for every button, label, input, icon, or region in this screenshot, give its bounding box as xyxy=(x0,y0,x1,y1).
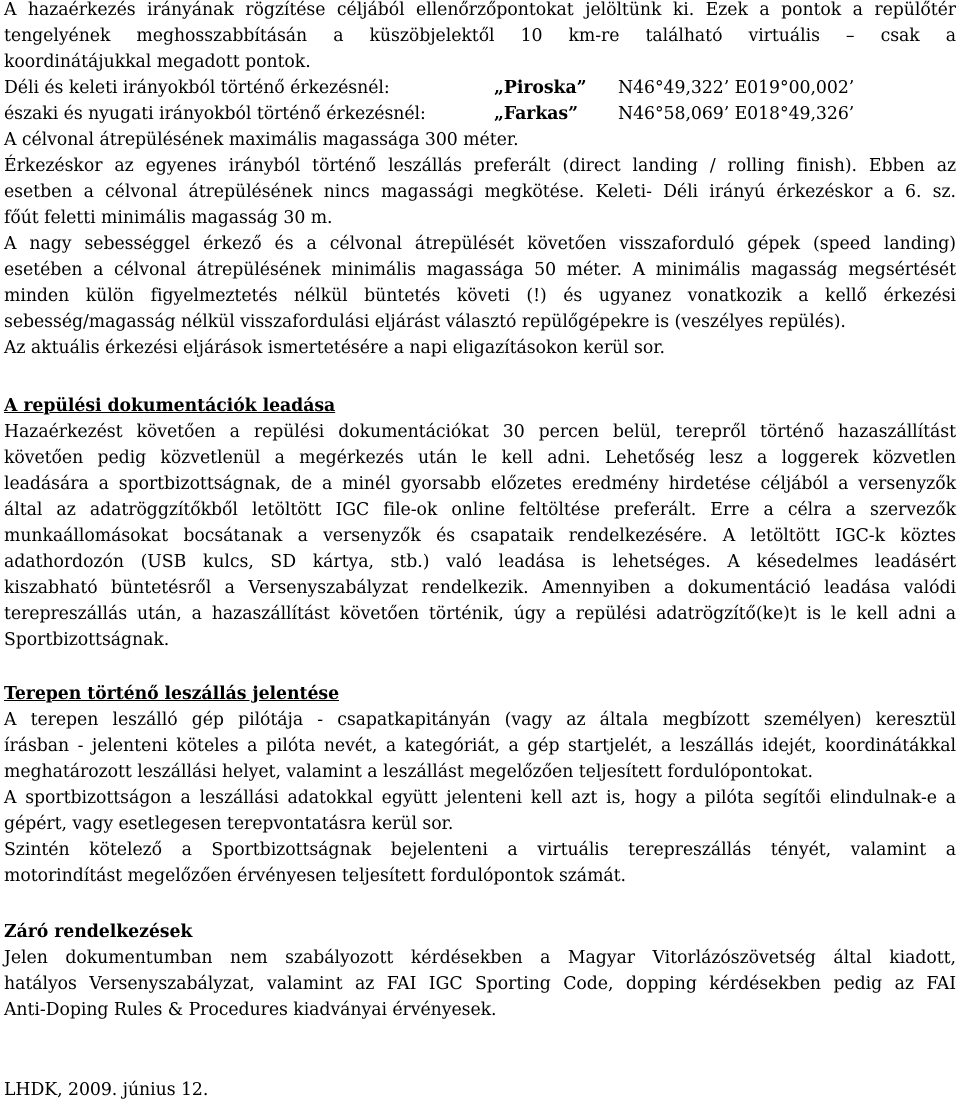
arrival-line-5: A nagy sebességgel érkező és a célvonal átrepülését követően visszaforduló gépek (speed landing) xyxy=(4,234,956,254)
closing-line-3: Anti-Doping Rules & Procedures kiadványai érvényesek. xyxy=(4,1000,497,1020)
arrival-line-2: Érkezéskor az egyenes irányból történő leszállás preferált (direct landing / rolling finish). Ebben az xyxy=(4,156,956,176)
control-point-coords: N46°49,322’ E019°00,002’ xyxy=(618,78,855,98)
outlanding-line-3: meghatározott leszállási helyet, valamint a leszállást megelőzően teljesített fordulópontokat. xyxy=(4,762,813,782)
intro-line-3: koordinátájukkal megadott pontok. xyxy=(4,52,311,72)
section-heading-docs: A repülési dokumentációk leadása xyxy=(4,396,336,416)
outlanding-line-4: A sportbizottságon a leszállási adatokkal együtt jelenteni kell azt is, hogy a pilóta segítői elindulnak-e a xyxy=(4,788,956,808)
arrival-line-4: főút feletti minimális magasság 30 m. xyxy=(4,208,333,228)
outlanding-line-2: írásban - jelenteni köteles a pilóta nevét, a kategóriát, a gép startjelét, a leszállás idejét, koordinátákkal xyxy=(4,736,956,756)
docs-line-5: munkaállomásokat bocsátanak a versenyzők és csapataik rendelkezésére. A letöltött IGC-k köztes xyxy=(4,526,956,546)
control-point-coords: N46°58,069’ E018°49,326’ xyxy=(618,104,855,124)
docs-line-3: leadására a sportbizottságnak, de a minél gyorsabb előzetes eredmény hirdetése céljából a versenyzők xyxy=(4,474,956,494)
intro-line-2: tengelyének meghosszabbításán a küszöbjelektől 10 km-re található virtuális – csak a xyxy=(4,26,956,46)
outlanding-line-7: motorindítást megelőzően érvényesen teljesített fordulópontok számát. xyxy=(4,866,626,886)
docs-line-6: adathordozón (USB kulcs, SD kártya, stb.) való leadása is lehetséges. A késedelmes leadásért xyxy=(4,552,956,572)
outlanding-line-6: Szintén kötelező a Sportbizottságnak bejelenteni a virtuális terepreszállás tényét, valamint a xyxy=(4,840,956,860)
closing-line-2: hatályos Versenyszabályzat, valamint az FAI IGC Sporting Code, dopping kérdésekben pedig az FAI xyxy=(4,974,956,994)
arrival-line-9: Az aktuális érkezési eljárások ismertetésére a napi eligazításokon kerül sor. xyxy=(4,338,665,358)
closing-line-1: Jelen dokumentumban nem szabályozott kérdésekben a Magyar Vitorlázószövetség által kiadott, xyxy=(4,948,956,968)
arrival-line-8: sebesség/magasság nélkül visszafordulási eljárást választó repülőgépekre is (veszélyes repülés). xyxy=(4,312,846,332)
arrival-line-1: A célvonal átrepülésének maximális magassága 300 méter. xyxy=(4,130,519,150)
control-point-name: „Farkas” xyxy=(494,104,579,124)
control-point-label: északi és nyugati irányokból történő érkezésnél: xyxy=(4,104,426,124)
docs-line-4: által az adatröggzítőkből letöltött IGC file-ok online feltöltése preferált. Erre a célra a szervezők xyxy=(4,500,956,520)
docs-line-9: Sportbizottságnak. xyxy=(4,630,170,650)
section-heading-closing: Záró rendelkezések xyxy=(4,922,193,942)
control-point-label: Déli és keleti irányokból történő érkezésnél: xyxy=(4,78,390,98)
arrival-line-7: minden külön figyelmeztetés nélkül büntetés követi (!) és ugyanez vonatkozik a kellő érkezési xyxy=(4,286,956,306)
arrival-line-3: esetben a célvonal átrepülésének nincs magassági megkötése. Keleti- Déli irányú érkezéskor a 6. sz. xyxy=(4,182,956,202)
control-point-row xyxy=(4,101,956,127)
docs-line-1: Hazaérkezést követően a repülési dokumentációkat 30 percen belül, terepről történő hazaszállítást xyxy=(4,422,956,442)
docs-line-2: követően pedig közvetlenül a megérkezés után le kell adni. Lehetőség lesz a loggerek közvetlen xyxy=(4,448,956,468)
section-heading-outlanding: Terepen történő leszállás jelentése xyxy=(4,684,340,704)
docs-line-7: kiszabható büntetésről a Versenyszabályzat rendelkezik. Amennyiben a dokumentáció leadása valódi xyxy=(4,578,956,598)
signature-date: LHDK, 2009. június 12. xyxy=(4,1080,209,1100)
outlanding-line-1: A terepen leszálló gép pilótája - csapatkapitányán (vagy az általa megbízott személyen) keresztül xyxy=(4,710,956,730)
intro-line-1: A hazaérkezés irányának rögzítése céljából ellenőrzőpontokat jelöltünk ki. Ezek a pontok a repülőtér xyxy=(4,0,956,20)
control-point-row xyxy=(4,75,956,101)
docs-line-8: terepreszállás után, a hazaszállítást követően történik, úgy a repülési adatrögzítő(ke)t is le kell adni a xyxy=(4,604,956,624)
control-point-name: „Piroska” xyxy=(494,78,587,98)
arrival-line-6: esetében a célvonal átrepülésének minimális magassága 50 méter. A minimális magasság megsértését xyxy=(4,260,956,280)
outlanding-line-5: gépért, vagy esetlegesen terepvontatásra kerül sor. xyxy=(4,814,454,834)
